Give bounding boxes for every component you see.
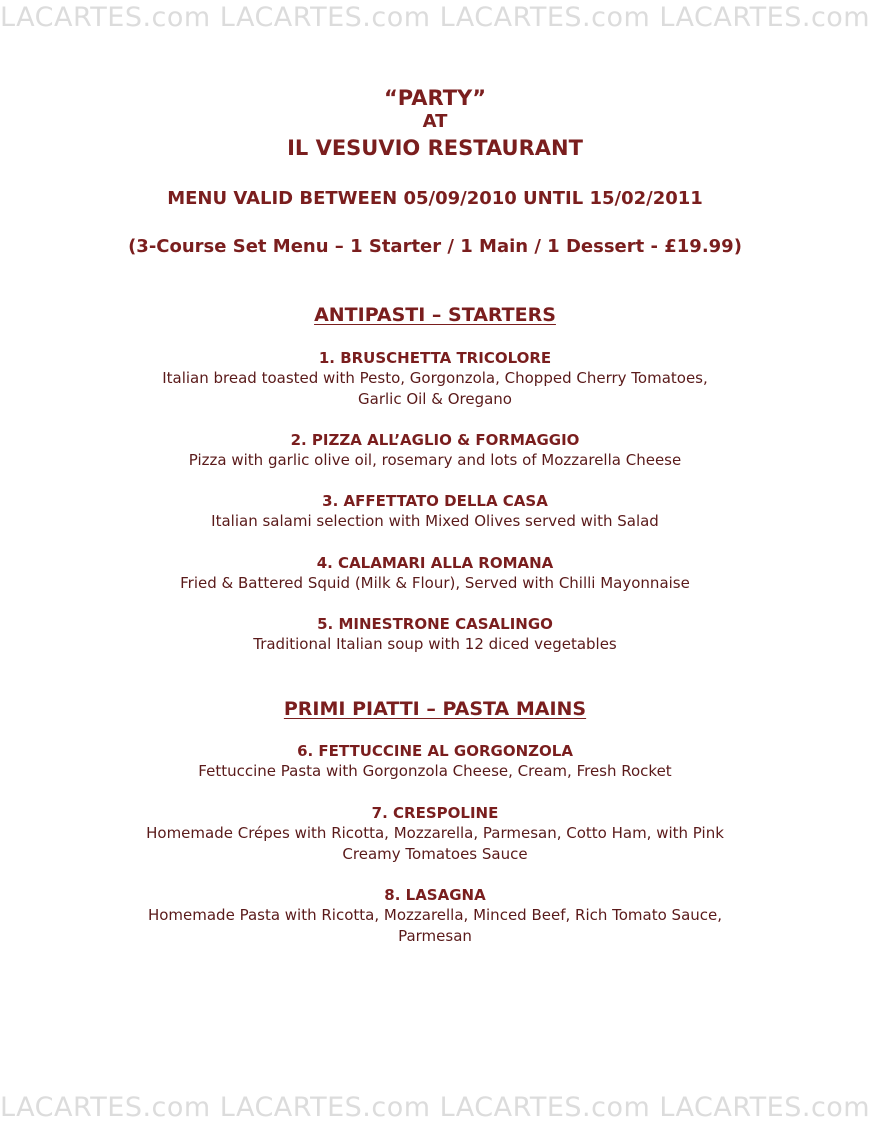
item-description: Garlic Oil & Oregano: [358, 390, 512, 408]
menu-item: [0, 804, 870, 865]
item-name: 3. AFFETTATO DELLA CASA: [322, 492, 548, 510]
title-party: “PARTY”: [383, 86, 487, 110]
menu-validity: MENU VALID BETWEEN 05/09/2010 UNTIL 15/02/2011: [167, 188, 703, 209]
menu-title: [0, 86, 870, 161]
watermark-top: LACARTES.com LACARTES.com LACARTES.com LACARTES.com: [0, 2, 870, 33]
title-at: AT: [422, 111, 448, 132]
item-name: 6. FETTUCCINE AL GORGONZOLA: [297, 742, 573, 760]
item-name: 8. LASAGNA: [384, 886, 486, 904]
item-description: Traditional Italian soup with 12 diced vegetables: [253, 635, 617, 653]
item-description: Fried & Battered Squid (Milk & Flour), Served with Chilli Mayonnaise: [180, 574, 690, 592]
item-description: Homemade Crépes with Ricotta, Mozzarella, Parmesan, Cotto Ham, with Pink: [146, 824, 724, 842]
item-description: Italian bread toasted with Pesto, Gorgonzola, Chopped Cherry Tomatoes,: [162, 369, 708, 387]
item-name: 2. PIZZA ALL’AGLIO & FORMAGGIO: [290, 431, 580, 449]
item-description: Italian salami selection with Mixed Olives served with Salad: [211, 512, 659, 530]
menu-item: [0, 615, 870, 655]
menu-item: [0, 349, 870, 410]
section-heading-mains: PRIMI PIATTI – PASTA MAINS: [283, 698, 587, 720]
menu-item: [0, 742, 870, 782]
menu-item: [0, 886, 870, 947]
item-name: 7. CRESPOLINE: [371, 804, 499, 822]
menu-item: [0, 492, 870, 532]
item-name: 1. BRUSCHETTA TRICOLORE: [318, 349, 552, 367]
item-name: 4. CALAMARI ALLA ROMANA: [316, 554, 554, 572]
item-description: Fettuccine Pasta with Gorgonzola Cheese, Cream, Fresh Rocket: [198, 762, 672, 780]
menu-item: [0, 431, 870, 471]
title-restaurant: IL VESUVIO RESTAURANT: [287, 136, 583, 160]
watermark-bottom: LACARTES.com LACARTES.com LACARTES.com LACARTES.com: [0, 1092, 870, 1123]
item-description: Creamy Tomatoes Sauce: [342, 845, 528, 863]
section-heading-starters: ANTIPASTI – STARTERS: [314, 304, 556, 326]
menu-item: [0, 554, 870, 594]
item-description: Parmesan: [398, 927, 472, 945]
set-menu-price: (3-Course Set Menu – 1 Starter / 1 Main / 1 Dessert - £19.99): [128, 236, 742, 257]
item-description: Pizza with garlic olive oil, rosemary and lots of Mozzarella Cheese: [188, 451, 682, 469]
item-description: Homemade Pasta with Ricotta, Mozzarella, Minced Beef, Rich Tomato Sauce,: [147, 906, 723, 924]
item-name: 5. MINESTRONE CASALINGO: [317, 615, 553, 633]
